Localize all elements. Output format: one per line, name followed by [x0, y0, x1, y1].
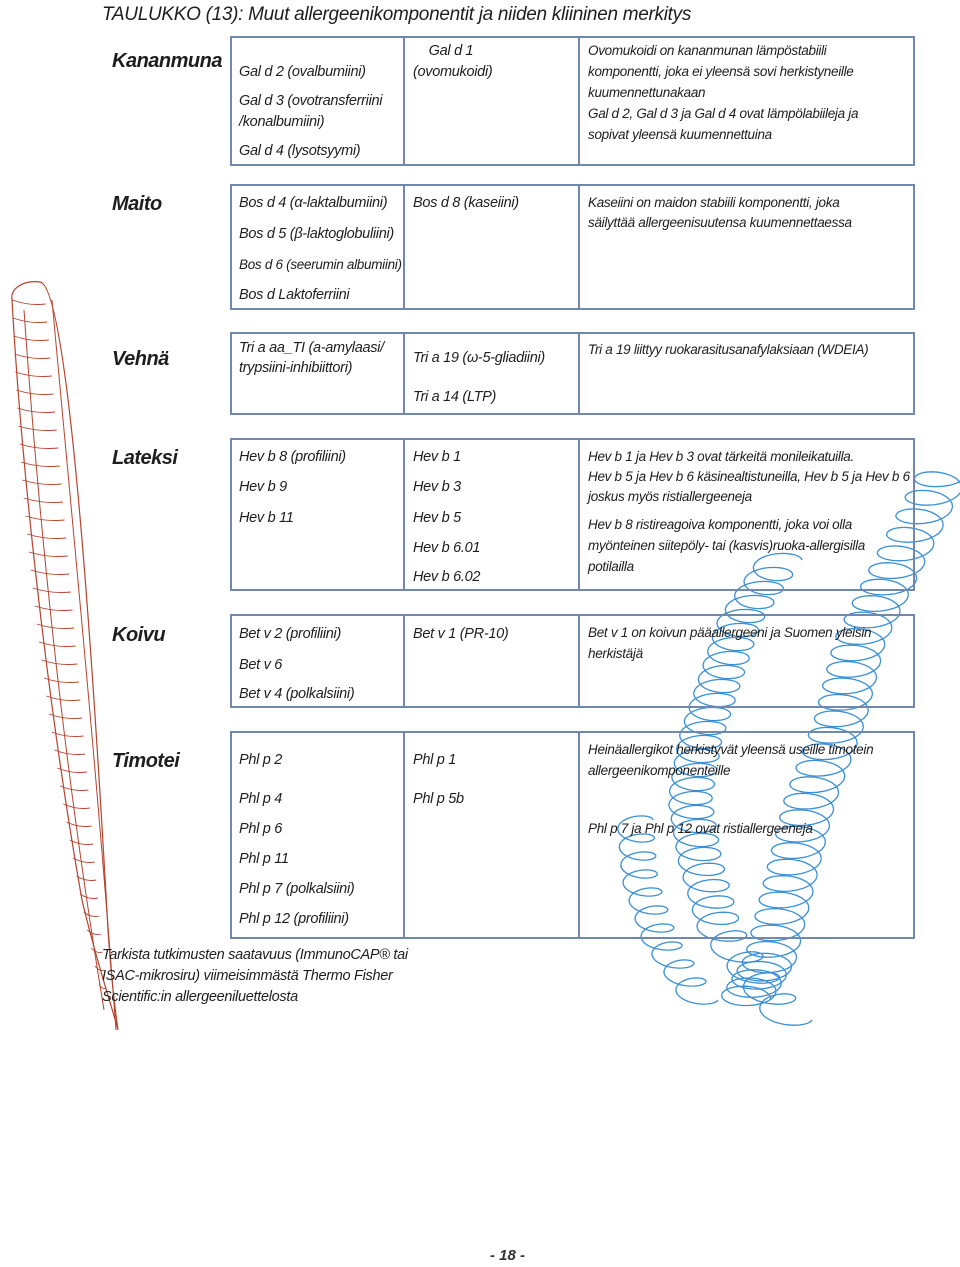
timotei-component: Phl p 5b	[413, 791, 464, 807]
kananmuna-component: (ovomukoidi)	[413, 64, 493, 80]
category-kananmuna: Kananmuna	[112, 50, 222, 72]
timotei-component: Phl p 7 (polkalsiini)	[239, 881, 355, 897]
grass-segment	[22, 480, 61, 485]
kananmuna-note: komponentti, joka ei yleensä sovi herkistyneille	[588, 64, 854, 79]
vehna-component: trypsiini-inhibiittori)	[239, 360, 353, 376]
grass-segment	[18, 426, 56, 431]
koivu-component: Bet v 2 (profiliini)	[239, 626, 341, 642]
koivu-component: Bet v 4 (polkalsiini)	[239, 686, 355, 702]
coil-strand	[760, 994, 812, 1025]
lateksi-note: joskus myös ristiallergeeneja	[588, 489, 752, 504]
lateksi-component: Hev b 6.01	[413, 540, 481, 556]
lateksi-component: Hev b 8 (profiliini)	[239, 449, 346, 465]
timotei-note: allergeenikomponenteille	[588, 763, 731, 778]
lateksi-component: Hev b 5	[413, 510, 461, 526]
vehna-note: Tri a 19 liittyy ruokarasitusanafylaksiaan (WDEIA)	[588, 342, 869, 357]
coil-strand	[747, 941, 801, 957]
timotei-component: Phl p 2	[239, 752, 283, 768]
lateksi-component: Hev b 9	[239, 479, 287, 495]
kananmuna-note: Gal d 2, Gal d 3 ja Gal d 4 ovat lämpölabiileja ja	[588, 106, 859, 121]
coil-strand	[676, 978, 718, 1004]
grass-segment	[29, 552, 68, 557]
kananmuna-component: Gal d 4 (lysotsyymi)	[239, 143, 361, 159]
grass-segment	[33, 588, 71, 593]
vehna-component: Tri a 14 (LTP)	[413, 389, 497, 405]
timotei-component: Phl p 1	[413, 752, 457, 768]
footnote: Tarkista tutkimusten saatavuus (ImmunoCAP® tai ISAC-mikrosiru) viimeisimmästä Thermo Fisher Scientific:in allergeeniluettelosta	[102, 947, 408, 1005]
koivu-component: Bet v 6	[239, 657, 283, 673]
category-koivu: Koivu	[112, 624, 166, 646]
timotei-component: Phl p 4	[239, 791, 283, 807]
timotei-component: Phl p 12 (profiliini)	[239, 911, 349, 927]
lateksi-note: Hev b 1 ja Hev b 3 ovat tärkeitä monileikatuilla.	[588, 449, 854, 464]
lateksi-note: potilailla	[588, 559, 634, 574]
kananmuna-component: Gal d 3 (ovotransferriini	[239, 93, 383, 109]
maito-component: Bos d 8 (kaseiini)	[413, 195, 519, 211]
coil-strand	[852, 595, 908, 612]
coil-strand	[652, 942, 694, 968]
coil-strand	[814, 711, 868, 728]
timotei-note: Heinäallergikot herkistyvät yleensä useille timotein	[588, 742, 874, 757]
coil-strand	[664, 960, 706, 986]
grass-segment	[16, 390, 53, 395]
grass-stem-line	[24, 310, 104, 1010]
page-title: TAULUKKO (13): Muut allergeenikomponentit ja niiden kliininen merkitys	[102, 4, 692, 25]
grass-segment	[66, 822, 91, 827]
page-number: - 18 -	[490, 1247, 526, 1264]
kananmuna-component: Gal d 1	[428, 43, 474, 59]
grass-segment	[15, 372, 52, 377]
timotei-note: Phl p 7 ja Phl p 12 ovat ristiallergeeneja	[588, 821, 813, 836]
category-maito: Maito	[112, 193, 162, 215]
lateksi-component: Hev b 3	[413, 479, 461, 495]
grass-segment	[13, 300, 46, 305]
maito-component: Bos d 6 (seerumin albumiini)	[239, 257, 402, 272]
grass-segment	[13, 318, 47, 323]
grass-stem-line	[52, 300, 116, 1030]
timotei-component: Phl p 6	[239, 821, 283, 837]
timotei-component: Phl p 11	[239, 851, 289, 867]
grass-segment	[73, 858, 95, 863]
koivu-note: Bet v 1 on koivun pääallergeeni ja Suomen yleisin	[588, 625, 872, 640]
maito-component: Bos d 4 (α-laktalbumiini)	[239, 195, 388, 211]
grass-stalk-illustration	[12, 282, 118, 1030]
vehna-component: Tri a 19 (ω-5-gliadiini)	[413, 350, 545, 366]
coil-strand	[914, 470, 960, 489]
lateksi-component: Hev b 6.02	[413, 569, 481, 585]
category-lateksi: Lateksi	[112, 447, 178, 469]
lateksi-note: Hev b 5 ja Hev b 6 käsinealtistuneilla, Hev b 5 ja Hev b 6	[588, 469, 910, 484]
grass-segment	[24, 498, 63, 503]
lateksi-note: Hev b 8 ristireagoiva komponentti, joka voi olla	[588, 517, 852, 532]
grass-segment	[21, 462, 60, 467]
kananmuna-component: Gal d 2 (ovalbumiini)	[239, 64, 366, 80]
category-vehna: Vehnä	[112, 348, 169, 370]
grass-segment	[80, 894, 98, 899]
maito-component: Bos d Laktoferriini	[239, 287, 350, 303]
grass-segment	[91, 948, 103, 953]
kananmuna-note: Ovomukoidi on kananmunan lämpöstabiili	[588, 43, 827, 58]
grass-segment	[76, 876, 96, 881]
grass-segment	[31, 570, 70, 575]
grass-segment	[20, 444, 59, 449]
grass-segment	[25, 516, 64, 521]
category-timotei: Timotei	[112, 750, 180, 772]
lateksi-component: Hev b 11	[239, 510, 294, 526]
maito-component: Bos d 5 (β-laktoglobuliini)	[239, 226, 394, 242]
vehna-component: Tri a aa_TI (a-amylaasi/	[239, 340, 384, 356]
koivu-note: herkistäjä	[588, 646, 643, 661]
lateksi-note: myönteinen siitepöly- tai (kasvis)ruoka-allergisilla	[588, 538, 866, 553]
koivu-component: Bet v 1 (PR-10)	[413, 626, 509, 642]
grass-segment	[17, 408, 55, 413]
kananmuna-note: sopivat yleensä kuumennettuina	[588, 127, 772, 142]
maito-note: säilyttää allergeenisuutensa kuumennettaessa	[588, 215, 852, 230]
grass-segment	[70, 840, 93, 845]
grass-segment	[27, 534, 66, 539]
grass-spike-outline	[12, 282, 118, 1030]
grass-segment	[14, 336, 49, 341]
maito-note: Kaseiini on maidon stabiili komponentti, joka	[588, 195, 840, 210]
kananmuna-component: /konalbumiini)	[239, 114, 325, 130]
lateksi-component: Hev b 1	[413, 449, 461, 465]
grass-segment	[15, 354, 51, 359]
kananmuna-note: kuumennettunakaan	[588, 85, 706, 100]
